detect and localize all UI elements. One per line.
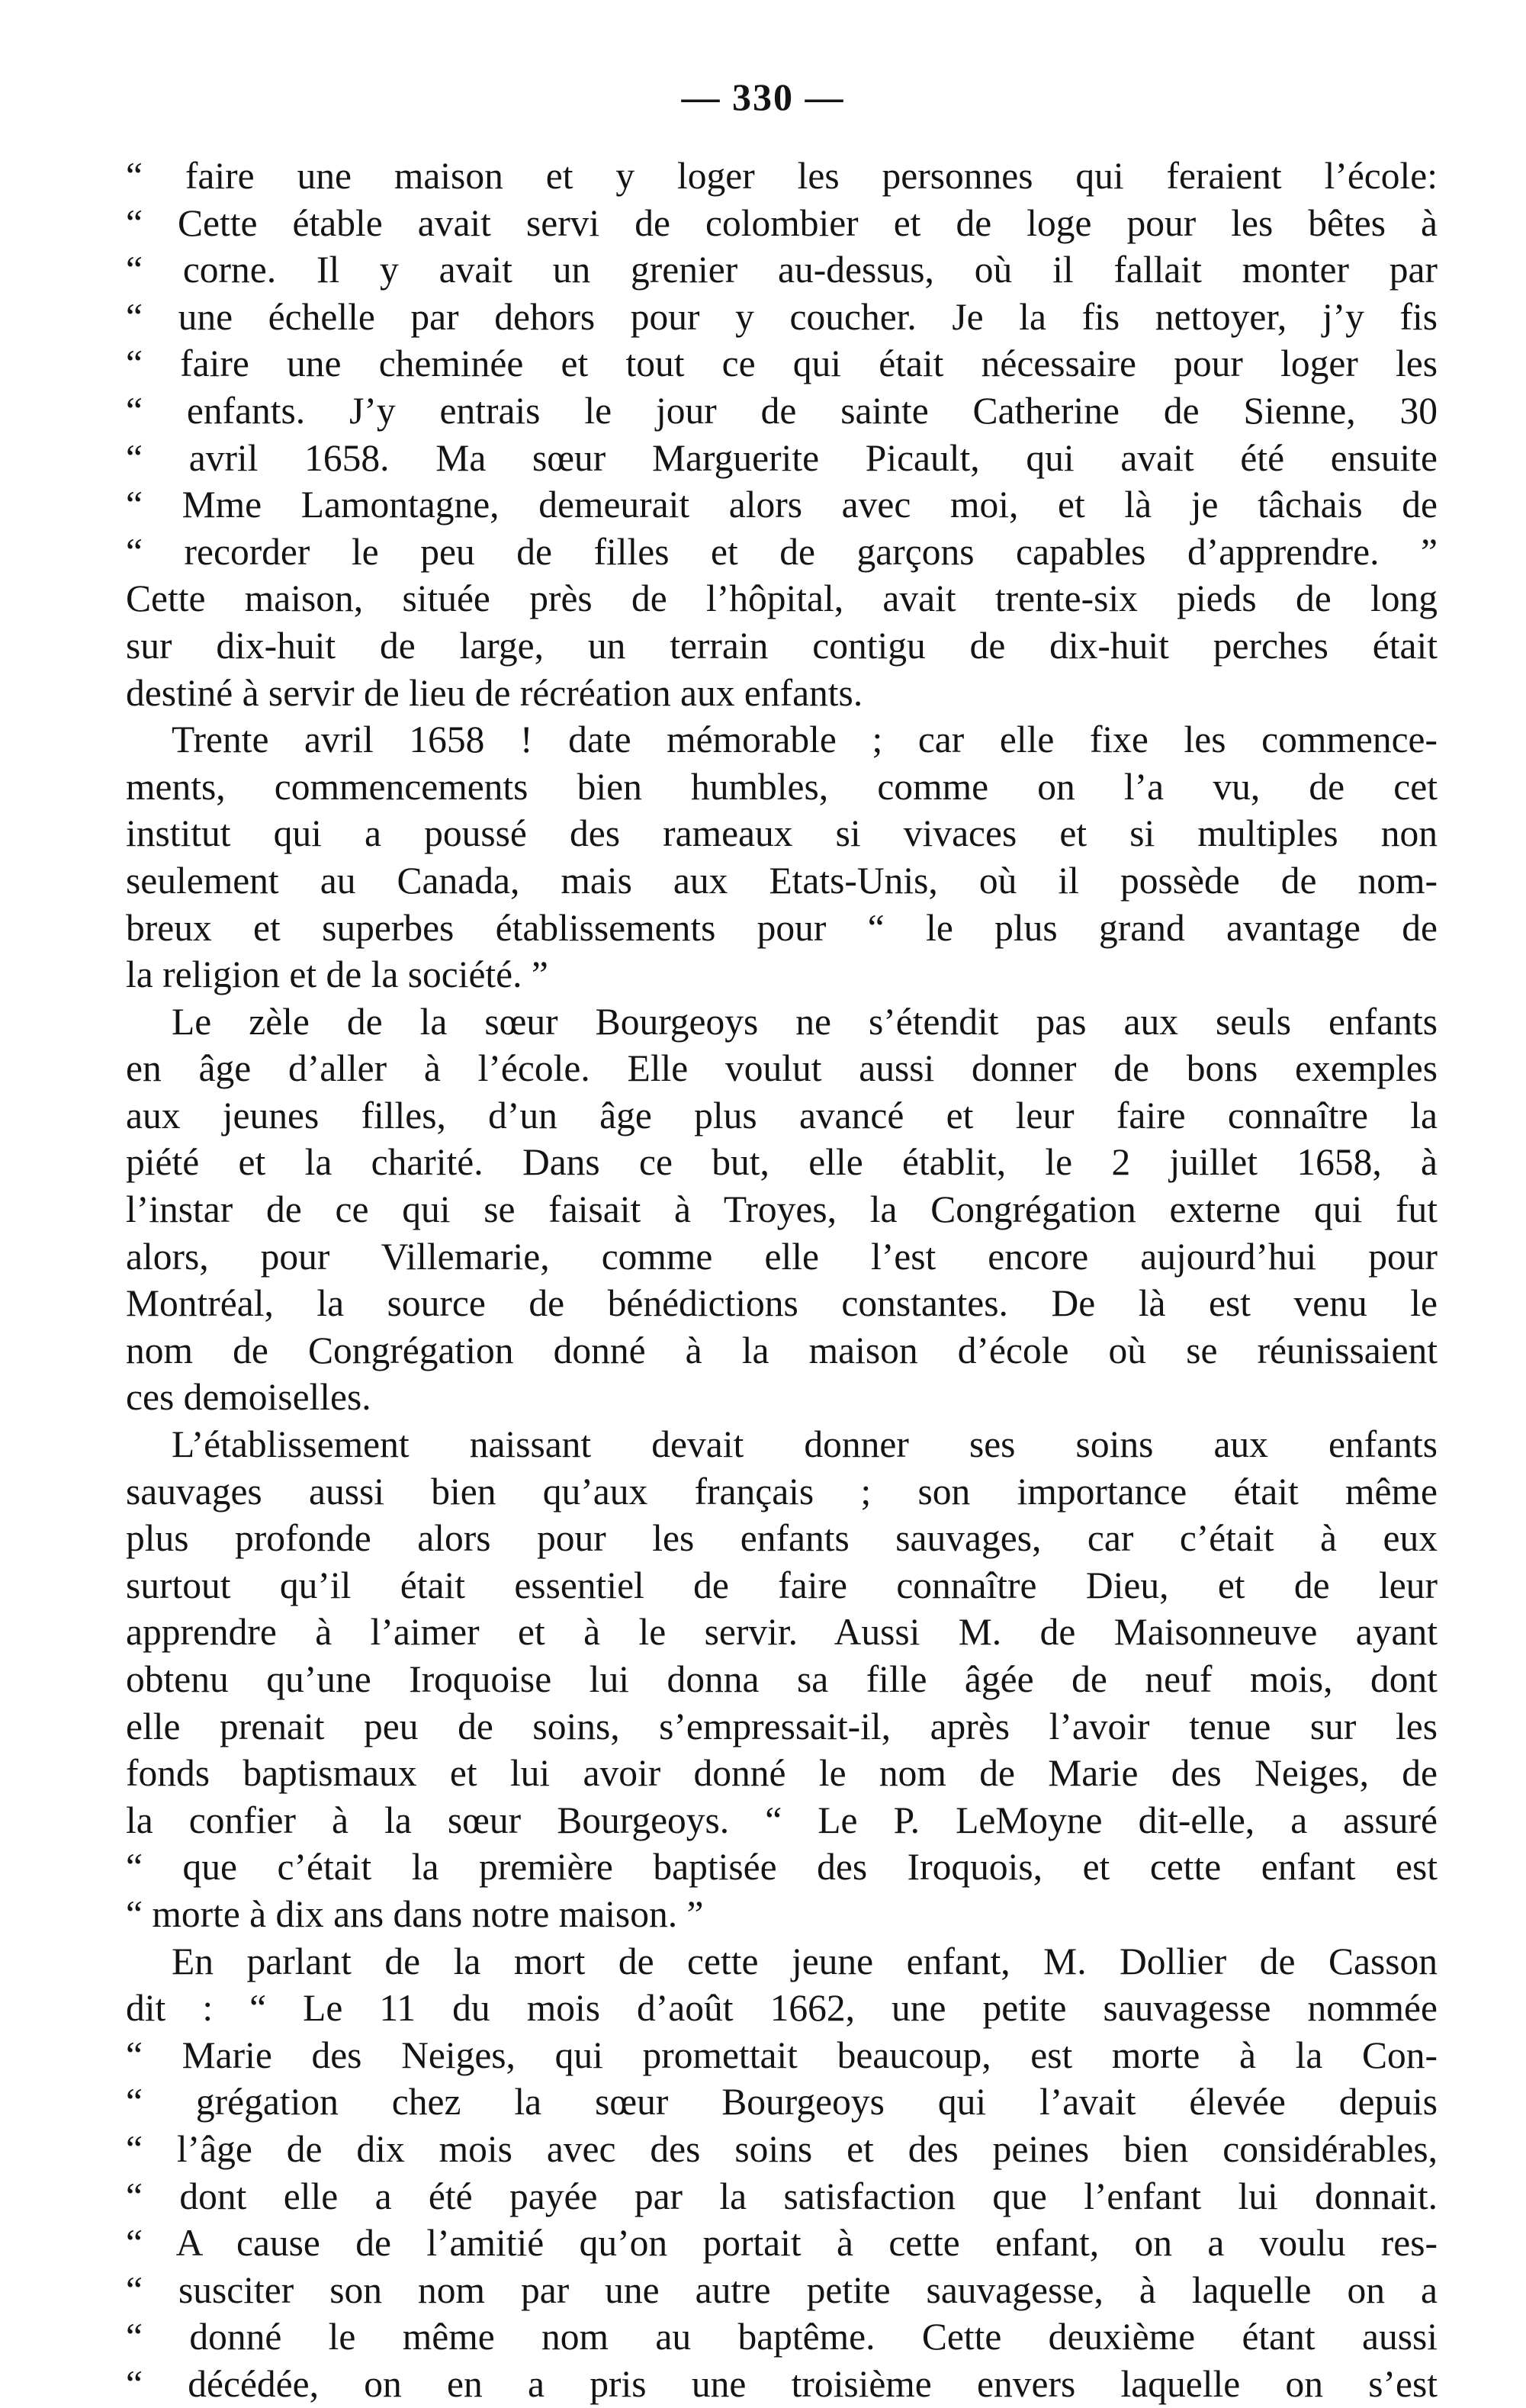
text-line: piété et la charité. Dans ce but, elle établit, le 2 juillet 1658, à bbox=[126, 1141, 1438, 1184]
text-line: “ grégation chez la sœur Bourgeoys qui l’avait élevée depuis bbox=[126, 2081, 1438, 2123]
text-line: “ enfants. J’y entrais le jour de sainte Catherine de Sienne, 30 bbox=[126, 389, 1438, 432]
text-line: “ Mme Lamontagne, demeurait alors avec moi, et là je tâchais de bbox=[126, 484, 1438, 526]
text-line: l’instar de ce qui se faisait à Troyes, la Congrégation externe qui fut bbox=[126, 1188, 1438, 1231]
text-line: “ que c’était la première baptisée des Iroquois, et cette enfant est bbox=[126, 1846, 1438, 1889]
text-line: Trente avril 1658 ! date mémorable ; car elle fixe les commence- bbox=[172, 719, 1438, 761]
text-line: destiné à servir de lieu de récréation aux enfants. bbox=[126, 671, 863, 714]
text-line: surtout qu’il était essentiel de faire connaître Dieu, et de leur bbox=[126, 1564, 1438, 1606]
text-line: “ faire une maison et y loger les personnes qui feraient l’école: bbox=[126, 155, 1438, 197]
text-line: institut qui a poussé des rameaux si vivaces et si multiples non bbox=[126, 812, 1438, 855]
text-line: “ Cette étable avait servi de colombier et de loge pour les bêtes à bbox=[126, 201, 1438, 244]
text-line: “ donné le même nom au baptême. Cette deuxième étant aussi bbox=[126, 2316, 1438, 2358]
text-line: sauvages aussi bien qu’aux français ; son importance était même bbox=[126, 1470, 1438, 1513]
text-line: la religion et de la société. ” bbox=[126, 953, 548, 996]
text-line: “ morte à dix ans dans notre maison. ” bbox=[126, 1892, 704, 1935]
text-line: “ recorder le peu de filles et de garçons capables d’apprendre. ” bbox=[126, 530, 1438, 573]
text-line: obtenu qu’une Iroquoise lui donna sa fille âgée de neuf mois, dont bbox=[126, 1658, 1438, 1700]
text-line: “ l’âge de dix mois avec des soins et des peines bien considérables, bbox=[126, 2127, 1438, 2170]
text-line: aux jeunes filles, d’un âge plus avancé et leur faire connaître la bbox=[126, 1094, 1438, 1136]
text-line: seulement au Canada, mais aux Etats-Unis, où il possède de nom- bbox=[126, 859, 1438, 902]
text-line: Cette maison, située près de l’hôpital, avait trente-six pieds de long bbox=[126, 577, 1438, 620]
body-text bbox=[126, 153, 1438, 2408]
text-line: ments, commencements bien humbles, comme on l’a vu, de cet bbox=[126, 765, 1438, 808]
text-line: fonds baptismaux et lui avoir donné le nom de Marie des Neiges, de bbox=[126, 1752, 1438, 1795]
text-line: L’établissement naissant devait donner ses soins aux enfants bbox=[172, 1423, 1438, 1466]
text-line: plus profonde alors pour les enfants sauvages, car c’était à eux bbox=[126, 1517, 1438, 1560]
text-line: “ susciter son nom par une autre petite sauvagesse, à laquelle on a bbox=[126, 2268, 1438, 2311]
text-line: ces demoiselles. bbox=[126, 1376, 371, 1419]
text-line: “ faire une cheminée et tout ce qui était nécessaire pour loger les bbox=[126, 342, 1438, 385]
text-line: Montréal, la source de bénédictions constantes. De là est venu le bbox=[126, 1282, 1438, 1325]
text-line: “ décédée, on en a pris une troisième envers laquelle on s’est bbox=[126, 2362, 1438, 2405]
text-line: “ avril 1658. Ma sœur Marguerite Picault, qui avait été ensuite bbox=[126, 436, 1438, 479]
text-line: “ corne. Il y avait un grenier au-dessus, où il fallait monter par bbox=[126, 249, 1438, 291]
text-line: alors, pour Villemarie, comme elle l’est encore aujourd’hui pour bbox=[126, 1235, 1438, 1278]
text-line: “ Marie des Neiges, qui promettait beaucoup, est morte à la Con- bbox=[126, 2033, 1438, 2076]
text-line: dit : “ Le 11 du mois d’août 1662, une petite sauvagesse nommée bbox=[126, 1987, 1438, 2030]
text-line: la confier à la sœur Bourgeoys. “ Le P. LeMoyne dit-elle, a assuré bbox=[126, 1799, 1438, 1841]
text-line: breux et superbes établissements pour “ le plus grand avantage de bbox=[126, 906, 1438, 949]
text-line: en âge d’aller à l’école. Elle voulut aussi donner de bons exemples bbox=[126, 1047, 1438, 1090]
text-line: Le zèle de la sœur Bourgeoys ne s’étendit pas aux seuls enfants bbox=[172, 1000, 1438, 1043]
text-line: apprendre à l’aimer et à le servir. Aussi M. de Maisonneuve ayant bbox=[126, 1611, 1438, 1654]
text-line: sur dix-huit de large, un terrain contigu de dix-huit perches était bbox=[126, 624, 1438, 667]
text-line: En parlant de la mort de cette jeune enfant, M. Dollier de Casson bbox=[172, 1940, 1438, 1982]
text-line: “ dont elle a été payée par la satisfaction que l’enfant lui donnait. bbox=[126, 2175, 1438, 2217]
text-line: “ une échelle par dehors pour y coucher. Je la fis nettoyer, j’y fis bbox=[126, 295, 1438, 338]
text-line: nom de Congrégation donné à la maison d’école où se réunissaient bbox=[126, 1329, 1438, 1371]
page-number: — 330 — bbox=[681, 76, 845, 118]
text-line: elle prenait peu de soins, s’empressait-il, après l’avoir tenue sur les bbox=[126, 1705, 1438, 1747]
text-line: “ A cause de l’amitié qu’on portait à cette enfant, on a voulu res- bbox=[126, 2222, 1438, 2265]
